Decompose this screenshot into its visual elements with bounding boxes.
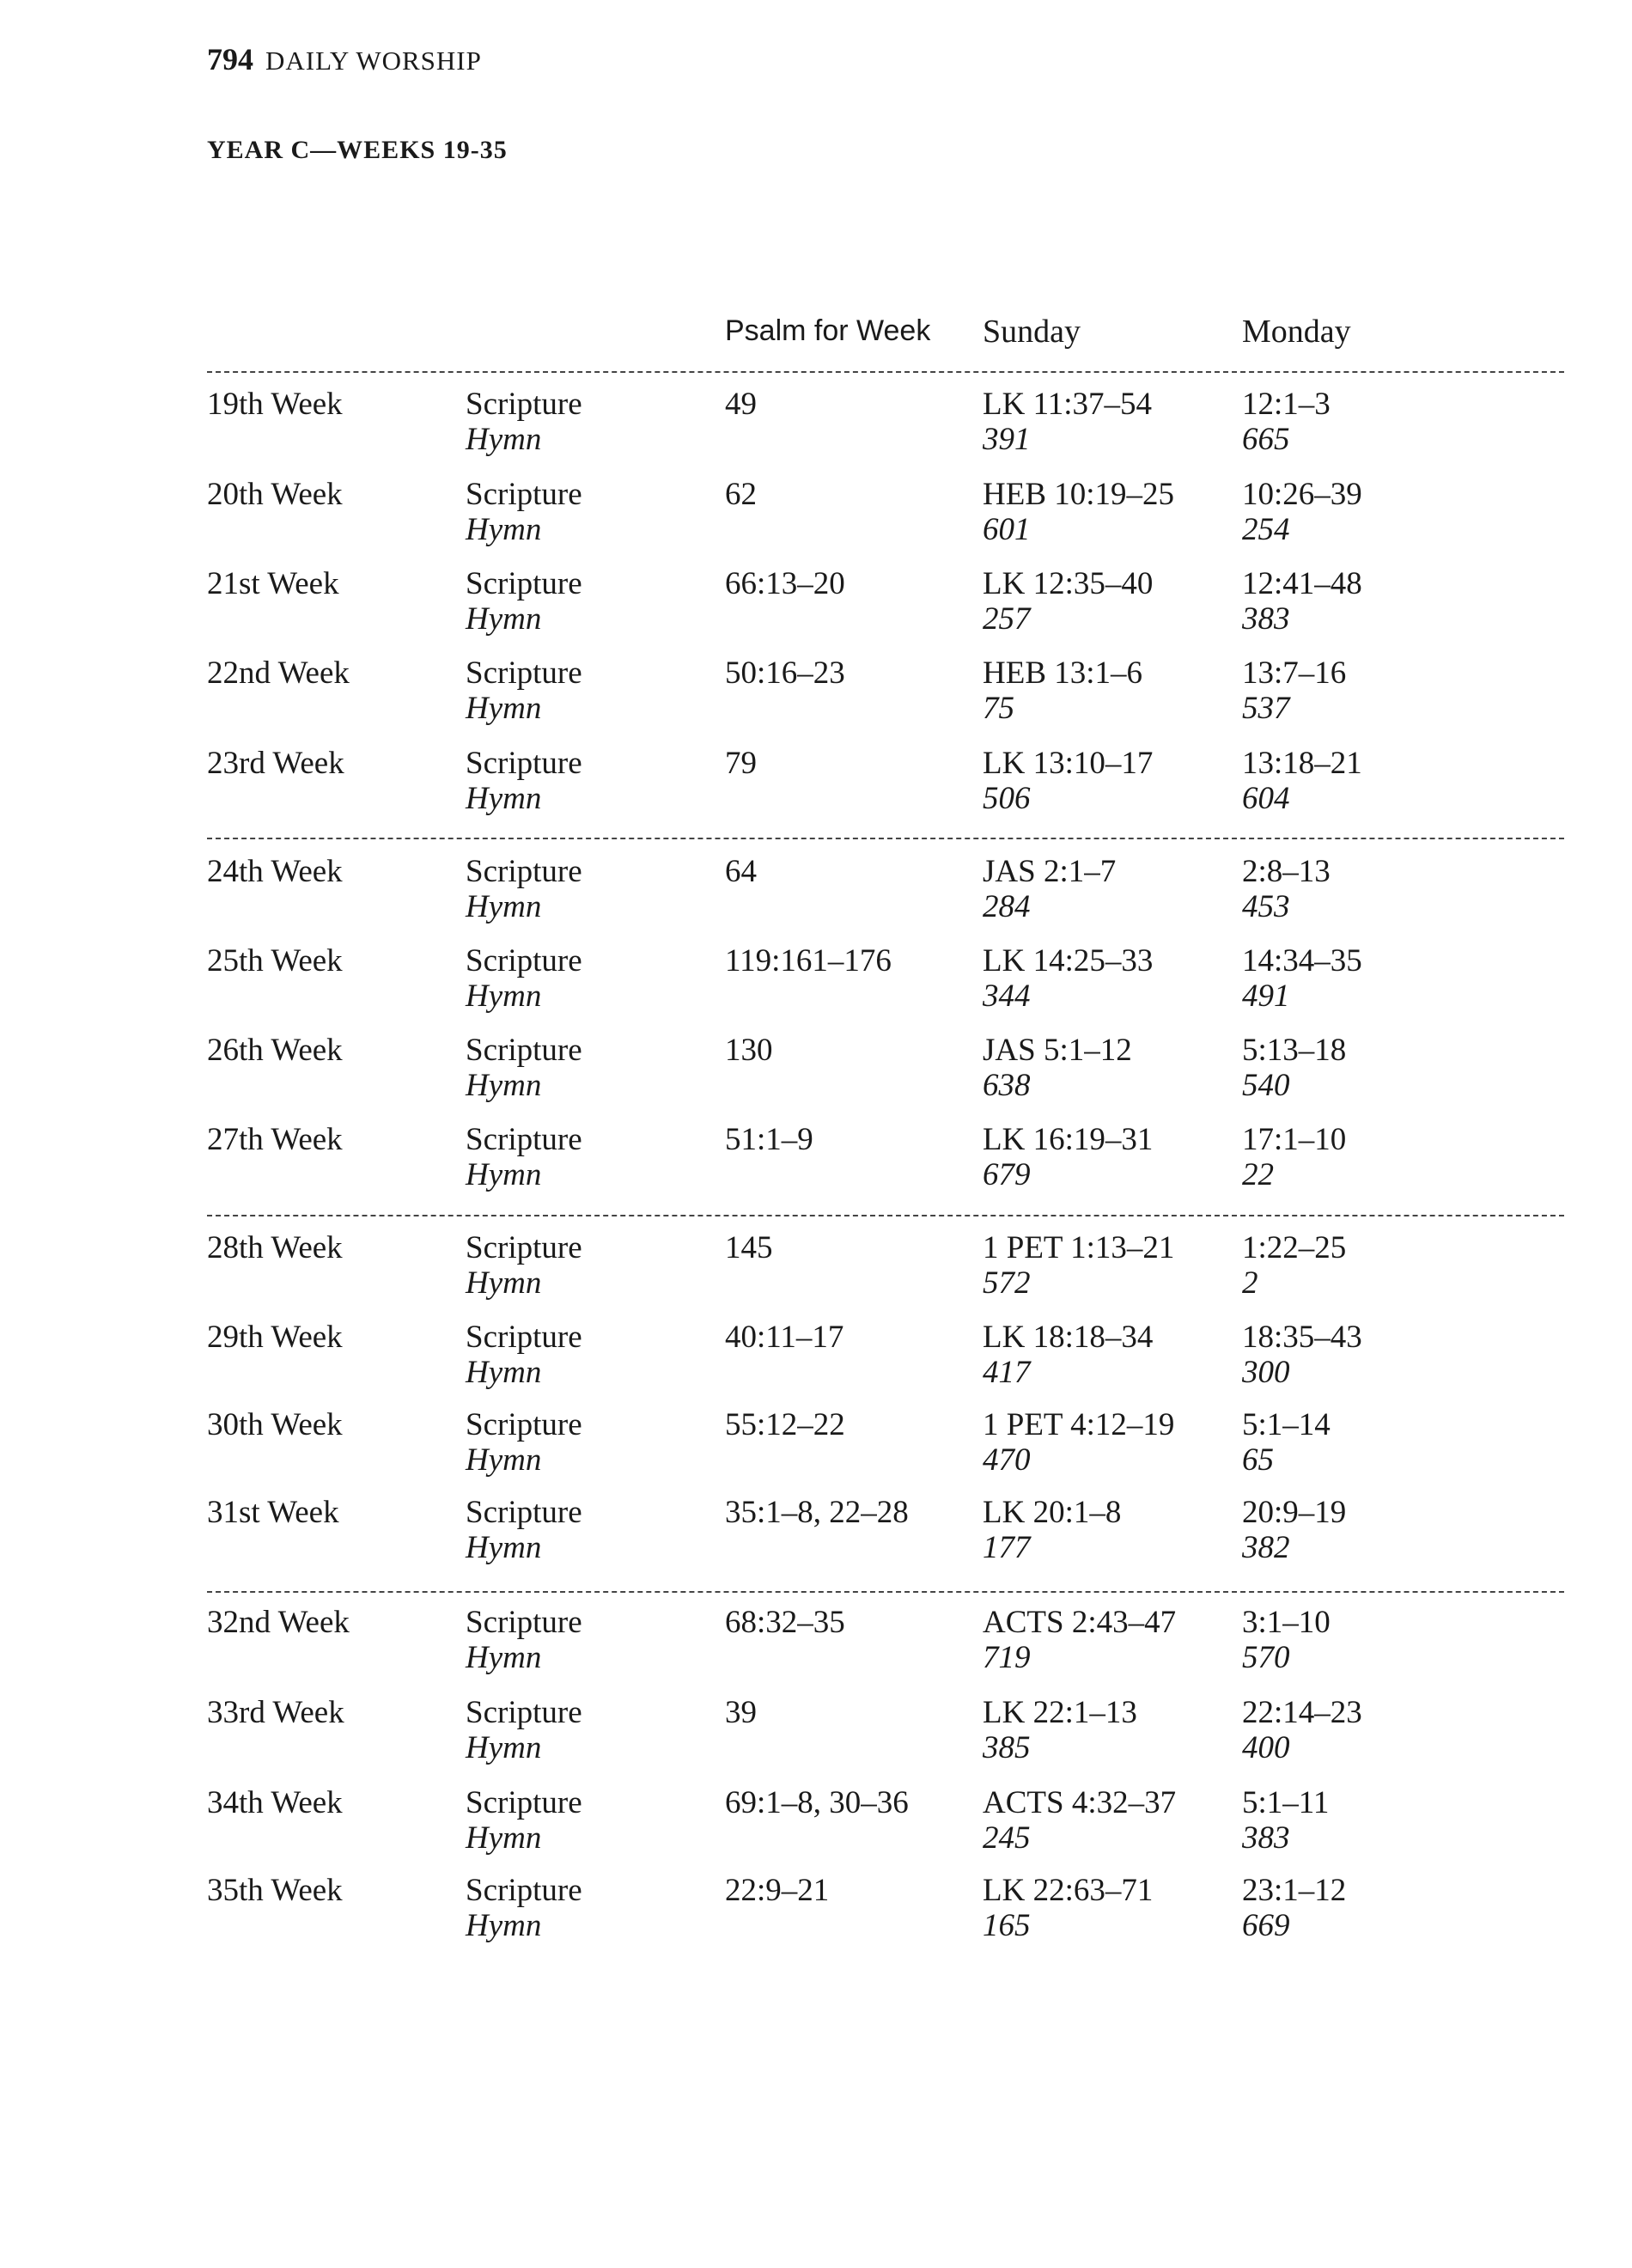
monday-hymn: 22 xyxy=(1242,1157,1274,1192)
sunday-hymn: 165 xyxy=(983,1908,1031,1943)
monday-scripture: 22:14–23 xyxy=(1242,1695,1362,1730)
scripture-label: Scripture xyxy=(466,943,582,979)
sunday-hymn: 245 xyxy=(983,1820,1031,1856)
table-row xyxy=(0,387,1632,472)
hymn-label: Hymn xyxy=(466,1820,542,1856)
hymn-label: Hymn xyxy=(466,1068,542,1103)
page-number: 794 xyxy=(207,42,253,76)
table-row xyxy=(0,1320,1632,1405)
monday-scripture: 2:8–13 xyxy=(1242,854,1331,889)
sunday-scripture: LK 22:1–13 xyxy=(983,1695,1137,1730)
table-row xyxy=(0,566,1632,652)
hymn-label: Hymn xyxy=(466,1730,542,1765)
sunday-scripture: LK 16:19–31 xyxy=(983,1122,1154,1157)
scripture-label: Scripture xyxy=(466,1230,582,1265)
hymn-label: Hymn xyxy=(466,1530,542,1565)
monday-scripture: 13:18–21 xyxy=(1242,746,1362,781)
divider-rule xyxy=(207,838,1564,839)
scripture-label: Scripture xyxy=(466,1407,582,1442)
sunday-scripture: LK 14:25–33 xyxy=(983,943,1154,979)
divider-rule xyxy=(207,1591,1564,1593)
sunday-hymn: 391 xyxy=(983,422,1031,457)
sunday-hymn: 385 xyxy=(983,1730,1031,1765)
monday-hymn: 383 xyxy=(1242,601,1290,637)
psalm-reference: 51:1–9 xyxy=(725,1122,813,1157)
hymn-label: Hymn xyxy=(466,1442,542,1478)
monday-scripture: 5:13–18 xyxy=(1242,1033,1347,1068)
column-header-psalm: Psalm for Week xyxy=(725,314,931,347)
psalm-reference: 50:16–23 xyxy=(725,655,845,691)
monday-hymn: 669 xyxy=(1242,1908,1290,1943)
monday-scripture: 14:34–35 xyxy=(1242,943,1362,979)
hymn-label: Hymn xyxy=(466,422,542,457)
table-row xyxy=(0,1407,1632,1493)
table-row xyxy=(0,1495,1632,1581)
week-label: 30th Week xyxy=(207,1407,343,1442)
sunday-scripture: HEB 13:1–6 xyxy=(983,655,1143,691)
psalm-reference: 66:13–20 xyxy=(725,566,845,601)
column-header-sunday: Sunday xyxy=(983,314,1081,350)
monday-hymn: 665 xyxy=(1242,422,1290,457)
table-row xyxy=(0,1230,1632,1316)
psalm-reference: 68:32–35 xyxy=(725,1605,845,1640)
psalm-reference: 62 xyxy=(725,477,757,512)
week-label: 28th Week xyxy=(207,1230,343,1265)
week-label: 33rd Week xyxy=(207,1695,344,1730)
hymn-label: Hymn xyxy=(466,512,542,547)
sunday-hymn: 75 xyxy=(983,691,1014,726)
table-row xyxy=(0,1873,1632,1959)
monday-hymn: 300 xyxy=(1242,1355,1290,1390)
monday-hymn: 491 xyxy=(1242,979,1290,1014)
psalm-reference: 145 xyxy=(725,1230,773,1265)
table-row xyxy=(0,1695,1632,1781)
psalm-reference: 22:9–21 xyxy=(725,1873,830,1908)
table-row xyxy=(0,1785,1632,1871)
psalm-reference: 35:1–8, 22–28 xyxy=(725,1495,909,1530)
scripture-label: Scripture xyxy=(466,1695,582,1730)
monday-scripture: 18:35–43 xyxy=(1242,1320,1362,1355)
monday-scripture: 1:22–25 xyxy=(1242,1230,1347,1265)
scripture-label: Scripture xyxy=(466,1873,582,1908)
scripture-label: Scripture xyxy=(466,1122,582,1157)
monday-scripture: 23:1–12 xyxy=(1242,1873,1347,1908)
psalm-reference: 130 xyxy=(725,1033,773,1068)
sunday-hymn: 638 xyxy=(983,1068,1031,1103)
sunday-hymn: 284 xyxy=(983,889,1031,924)
sunday-hymn: 344 xyxy=(983,979,1031,1014)
week-label: 34th Week xyxy=(207,1785,343,1820)
table-row xyxy=(0,655,1632,741)
week-label: 24th Week xyxy=(207,854,343,889)
sunday-scripture: HEB 10:19–25 xyxy=(983,477,1175,512)
scripture-label: Scripture xyxy=(466,655,582,691)
psalm-reference: 40:11–17 xyxy=(725,1320,844,1355)
sunday-scripture: JAS 2:1–7 xyxy=(983,854,1117,889)
scripture-label: Scripture xyxy=(466,1605,582,1640)
column-header-monday: Monday xyxy=(1242,314,1351,350)
week-label: 35th Week xyxy=(207,1873,343,1908)
hymn-label: Hymn xyxy=(466,781,542,816)
sunday-hymn: 257 xyxy=(983,601,1031,637)
hymn-label: Hymn xyxy=(466,1355,542,1390)
monday-scripture: 17:1–10 xyxy=(1242,1122,1347,1157)
week-label: 25th Week xyxy=(207,943,343,979)
scripture-label: Scripture xyxy=(466,854,582,889)
week-label: 21st Week xyxy=(207,566,339,601)
scripture-label: Scripture xyxy=(466,746,582,781)
page-header xyxy=(207,41,482,77)
table-row xyxy=(0,1122,1632,1208)
monday-hymn: 604 xyxy=(1242,781,1290,816)
monday-scripture: 13:7–16 xyxy=(1242,655,1347,691)
monday-hymn: 570 xyxy=(1242,1640,1290,1675)
sunday-scripture: ACTS 2:43–47 xyxy=(983,1605,1177,1640)
sunday-scripture: 1 PET 1:13–21 xyxy=(983,1230,1175,1265)
divider-rule xyxy=(207,371,1564,373)
monday-hymn: 400 xyxy=(1242,1730,1290,1765)
monday-hymn: 383 xyxy=(1242,1820,1290,1856)
sunday-scripture: LK 18:18–34 xyxy=(983,1320,1154,1355)
sunday-scripture: 1 PET 4:12–19 xyxy=(983,1407,1175,1442)
psalm-reference: 119:161–176 xyxy=(725,943,892,979)
monday-hymn: 2 xyxy=(1242,1265,1258,1301)
psalm-reference: 79 xyxy=(725,746,757,781)
scripture-label: Scripture xyxy=(466,387,582,422)
week-label: 19th Week xyxy=(207,387,343,422)
week-label: 20th Week xyxy=(207,477,343,512)
table-row xyxy=(0,1033,1632,1119)
sunday-scripture: LK 13:10–17 xyxy=(983,746,1154,781)
psalm-reference: 64 xyxy=(725,854,757,889)
hymn-label: Hymn xyxy=(466,1908,542,1943)
psalm-reference: 55:12–22 xyxy=(725,1407,845,1442)
table-row xyxy=(0,746,1632,832)
monday-scripture: 5:1–11 xyxy=(1242,1785,1330,1820)
hymn-label: Hymn xyxy=(466,1640,542,1675)
hymn-label: Hymn xyxy=(466,601,542,637)
week-label: 32nd Week xyxy=(207,1605,350,1640)
sunday-hymn: 572 xyxy=(983,1265,1031,1301)
monday-hymn: 65 xyxy=(1242,1442,1274,1478)
sunday-hymn: 601 xyxy=(983,512,1031,547)
scripture-label: Scripture xyxy=(466,1495,582,1530)
table-row xyxy=(0,943,1632,1029)
table-row xyxy=(0,854,1632,940)
scripture-label: Scripture xyxy=(466,1033,582,1068)
monday-hymn: 540 xyxy=(1242,1068,1290,1103)
hymn-label: Hymn xyxy=(466,979,542,1014)
sunday-hymn: 506 xyxy=(983,781,1031,816)
psalm-reference: 49 xyxy=(725,387,757,422)
scripture-label: Scripture xyxy=(466,1785,582,1820)
hymn-label: Hymn xyxy=(466,1265,542,1301)
monday-scripture: 3:1–10 xyxy=(1242,1605,1331,1640)
monday-hymn: 254 xyxy=(1242,512,1290,547)
section-title: YEAR C—WEEKS 19-35 xyxy=(207,136,508,164)
scripture-label: Scripture xyxy=(466,1320,582,1355)
scripture-label: Scripture xyxy=(466,477,582,512)
sunday-hymn: 470 xyxy=(983,1442,1031,1478)
week-label: 31st Week xyxy=(207,1495,339,1530)
monday-scripture: 10:26–39 xyxy=(1242,477,1362,512)
table-row xyxy=(0,1605,1632,1691)
hymn-label: Hymn xyxy=(466,691,542,726)
week-label: 22nd Week xyxy=(207,655,350,691)
monday-scripture: 12:41–48 xyxy=(1242,566,1362,601)
week-label: 26th Week xyxy=(207,1033,343,1068)
monday-scripture: 5:1–14 xyxy=(1242,1407,1331,1442)
sunday-hymn: 719 xyxy=(983,1640,1031,1675)
monday-scripture: 12:1–3 xyxy=(1242,387,1331,422)
sunday-scripture: LK 11:37–54 xyxy=(983,387,1152,422)
sunday-scripture: LK 20:1–8 xyxy=(983,1495,1122,1530)
scripture-label: Scripture xyxy=(466,566,582,601)
sunday-scripture: JAS 5:1–12 xyxy=(983,1033,1132,1068)
psalm-reference: 69:1–8, 30–36 xyxy=(725,1785,909,1820)
sunday-scripture: ACTS 4:32–37 xyxy=(983,1785,1177,1820)
monday-hymn: 537 xyxy=(1242,691,1290,726)
hymn-label: Hymn xyxy=(466,889,542,924)
psalm-reference: 39 xyxy=(725,1695,757,1730)
week-label: 29th Week xyxy=(207,1320,343,1355)
monday-scripture: 20:9–19 xyxy=(1242,1495,1347,1530)
sunday-hymn: 177 xyxy=(983,1530,1031,1565)
sunday-hymn: 417 xyxy=(983,1355,1031,1390)
sunday-scripture: LK 22:63–71 xyxy=(983,1873,1154,1908)
sunday-hymn: 679 xyxy=(983,1157,1031,1192)
monday-hymn: 382 xyxy=(1242,1530,1290,1565)
week-label: 27th Week xyxy=(207,1122,343,1157)
hymn-label: Hymn xyxy=(466,1157,542,1192)
divider-rule xyxy=(207,1215,1564,1216)
table-row xyxy=(0,477,1632,563)
monday-hymn: 453 xyxy=(1242,889,1290,924)
running-title: DAILY WORSHIP xyxy=(265,46,482,76)
sunday-scripture: LK 12:35–40 xyxy=(983,566,1154,601)
week-label: 23rd Week xyxy=(207,746,344,781)
